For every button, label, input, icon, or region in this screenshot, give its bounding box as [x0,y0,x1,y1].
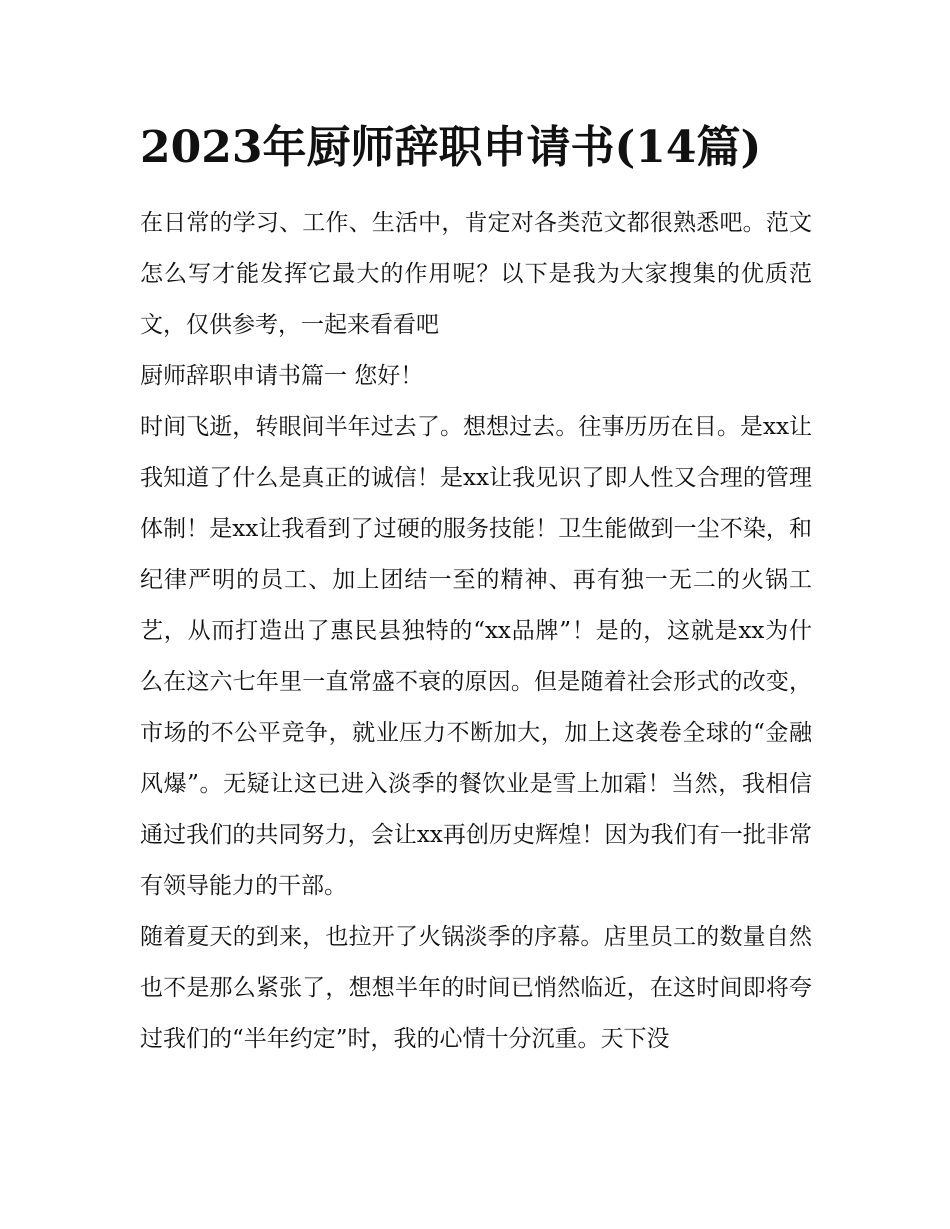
body-paragraph: 时间飞逝，转眼间半年过去了。想想过去。往事历历在目。是xx让我知道了什么是真正的诚信！是xx让我见识了即人性又合理的管理体制！是xx让我看到了过硬的服务技能！卫生能做到一尘不染，和纪律严明的员工、加上团结一至的精神、再有独一无二的火锅工艺，从而打造出了惠民县独特的“xx品牌”！是的，这就是xx为什么在这六七年里一直常盛不衰的原因。但是随着社会形式的改变，市场的不公平竞争，就业压力不断加大，加上这袭卷全球的“金融风爆”。无疑让这已进入淡季的餐饮业是雪上加霜！当然，我相信通过我们的共同努力，会让xx再创历史辉煌！因为我们有一批非常有领导能力的干部。 [140,414,812,899]
body-paragraph: 随着夏天的到来，也拉开了火锅淡季的序幕。店里员工的数量自然也不是那么紧张了，想想半年的时间已悄然临近，在这时间即将夸过我们的“半年约定”时，我的心情十分沉重。天下没 [140,924,812,1052]
section-heading-paragraph: 厨师辞职申请书篇一 您好！ [140,363,424,389]
intro-paragraph: 在日常的学习、工作、生活中，肯定对各类范文都很熟悉吧。范文怎么写才能发挥它最大的作用呢？以下是我为大家搜集的优质范文，仅供参考，一起来看看吧 [140,210,812,338]
document-body [140,118,812,1065]
document-title: 2023年厨师辞职申请书(14篇) [140,122,762,173]
